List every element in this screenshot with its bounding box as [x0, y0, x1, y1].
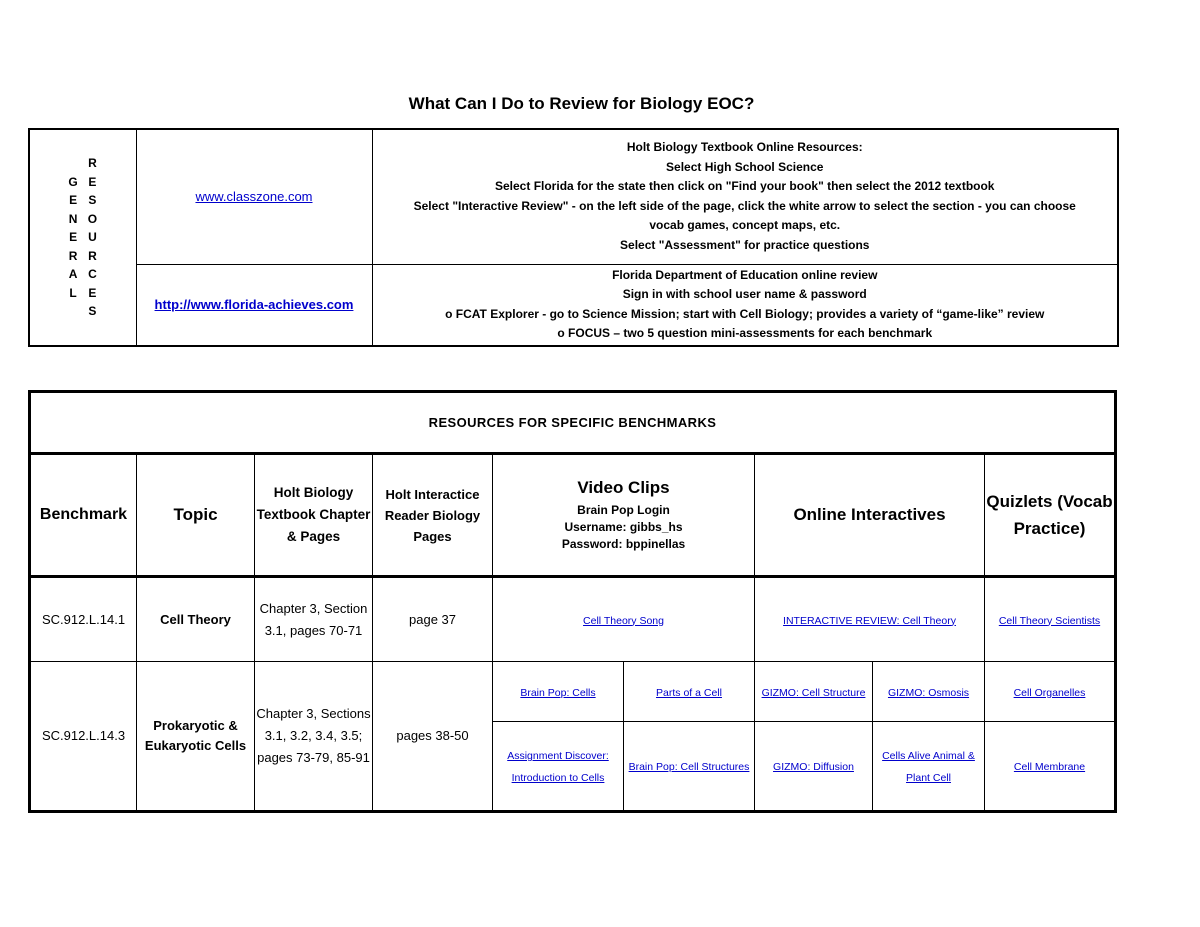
- instruction-line: Florida Department of Education online review: [612, 267, 878, 282]
- row2b-online1-cell: [755, 722, 873, 812]
- brainpop-username: Username: gibbs_hs: [564, 519, 683, 534]
- vertical-letter: S: [88, 193, 97, 208]
- video-clips-title: Video Clips: [577, 477, 670, 497]
- vertical-letter: R: [88, 248, 97, 263]
- general-label-column: [68, 173, 77, 303]
- classzone-instructions: [372, 129, 1118, 264]
- brainpop-login-label: Brain Pop Login: [577, 502, 670, 517]
- interactive-review-link[interactable]: INTERACTIVE REVIEW: Cell Theory: [783, 614, 956, 627]
- row1-reader: page 37: [373, 577, 493, 662]
- vertical-letter: A: [68, 267, 78, 282]
- general-resources-table: [28, 128, 1119, 347]
- vertical-letter: R: [68, 248, 78, 263]
- vertical-letter: G: [68, 174, 78, 189]
- vertical-letter: C: [88, 267, 97, 282]
- resources-label-column: [88, 154, 97, 321]
- instruction-line: Select Florida for the state then click on "Find your book" then select the 2012 textbook: [495, 179, 995, 194]
- row1-online-cell: [755, 577, 985, 662]
- cell-membrane-link[interactable]: Cell Membrane: [1013, 761, 1086, 773]
- row2-textbook: Chapter 3, Sections 3.1, 3.2, 3.4, 3.5; pages 73-79, 85-91: [255, 662, 373, 812]
- row1-textbook: Chapter 3, Section 3.1, pages 70-71: [255, 577, 373, 662]
- instruction-line: o FCAT Explorer - go to Science Mission; start with Cell Biology; provides a variety of “game-like” review: [445, 306, 1045, 321]
- row2a-video1-cell: [493, 662, 624, 722]
- header-topic: Topic: [137, 454, 255, 577]
- classzone-link[interactable]: www.classzone.com: [195, 188, 313, 204]
- row2b-online2-cell: [873, 722, 985, 812]
- row2-topic: Prokaryotic & Eukaryotic Cells: [137, 662, 255, 812]
- row1-quizlet-cell: [985, 577, 1116, 662]
- row1-video-cell: [493, 577, 755, 662]
- brainpop-password: Password: bppinellas: [561, 536, 686, 551]
- instruction-line: vocab games, concept maps, etc.: [649, 218, 841, 233]
- gizmo-cell-structure-link[interactable]: GIZMO: Cell Structure: [761, 686, 866, 699]
- header-video-clips: [493, 454, 755, 577]
- row2b-video2-cell: [624, 722, 755, 812]
- vertical-letter: E: [69, 230, 78, 245]
- header-quizlets: Quizlets (Vocab Practice): [985, 454, 1116, 577]
- brainpop-cells-link[interactable]: Brain Pop: Cells: [520, 686, 596, 699]
- assignment-discover-link[interactable]: Assignment Discover: Introduction to Cells: [507, 750, 609, 784]
- vertical-letter: E: [88, 174, 97, 189]
- florida-achieves-link[interactable]: http://www.florida-achieves.com: [154, 296, 354, 312]
- florida-achieves-cell: [136, 264, 372, 346]
- cell-theory-scientists-link[interactable]: Cell Theory Scientists: [998, 614, 1101, 627]
- header-benchmark: Benchmark: [30, 454, 137, 577]
- instruction-line: Sign in with school user name & password: [622, 287, 867, 302]
- page-title: What Can I Do to Review for Biology EOC?: [408, 94, 755, 113]
- benchmarks-table: [28, 390, 1117, 813]
- instruction-line: Holt Biology Textbook Online Resources:: [626, 140, 863, 155]
- row2b-video1-cell: [493, 722, 624, 812]
- classzone-cell: [136, 129, 372, 264]
- row2a-online2-cell: [873, 662, 985, 722]
- brainpop-cell-structures-link[interactable]: Brain Pop: Cell Structures: [628, 761, 750, 773]
- vertical-letter: S: [88, 304, 97, 319]
- general-resources-label: [29, 129, 136, 346]
- cell-theory-song-link[interactable]: Cell Theory Song: [583, 614, 664, 627]
- gizmo-osmosis-link[interactable]: GIZMO: Osmosis: [887, 686, 970, 699]
- row2a-online1-cell: [755, 662, 873, 722]
- vertical-letter: E: [69, 193, 78, 208]
- instruction-line: Select "Assessment" for practice questions: [620, 237, 870, 252]
- vertical-letter: U: [88, 230, 97, 245]
- row2a-quizlet-cell: [985, 662, 1116, 722]
- row2-benchmark: SC.912.L.14.3: [30, 662, 137, 812]
- row2a-video2-cell: [624, 662, 755, 722]
- gizmo-diffusion-link[interactable]: GIZMO: Diffusion: [773, 761, 854, 773]
- row1-benchmark: SC.912.L.14.1: [30, 577, 137, 662]
- header-online-interactives: Online Interactives: [755, 454, 985, 577]
- header-reader: Holt Interactice Reader Biology Pages: [373, 454, 493, 577]
- instruction-line: o FOCUS – two 5 question mini-assessments for each benchmark: [557, 326, 933, 341]
- row1-topic: Cell Theory: [137, 577, 255, 662]
- cells-alive-link[interactable]: Cells Alive Animal & Plant Cell: [882, 750, 975, 784]
- florida-achieves-instructions: [372, 264, 1118, 346]
- cell-organelles-link[interactable]: Cell Organelles: [1013, 686, 1086, 699]
- instruction-line: Select "Interactive Review" - on the left side of the page, click the white arrow to select the section - you can choose: [413, 198, 1076, 213]
- vertical-letter: N: [68, 211, 78, 226]
- instruction-line: Select High School Science: [666, 159, 824, 174]
- parts-of-a-cell-link[interactable]: Parts of a Cell: [656, 686, 722, 699]
- benchmarks-banner: RESOURCES FOR SPECIFIC BENCHMARKS: [30, 392, 1116, 454]
- row2b-quizlet-cell: [985, 722, 1116, 812]
- header-textbook: Holt Biology Textbook Chapter & Pages: [255, 454, 373, 577]
- row2-reader: pages 38-50: [373, 662, 493, 812]
- vertical-letter: E: [88, 285, 97, 300]
- vertical-letter: O: [87, 211, 98, 226]
- vertical-letter: R: [88, 156, 97, 171]
- vertical-letter: L: [69, 285, 77, 300]
